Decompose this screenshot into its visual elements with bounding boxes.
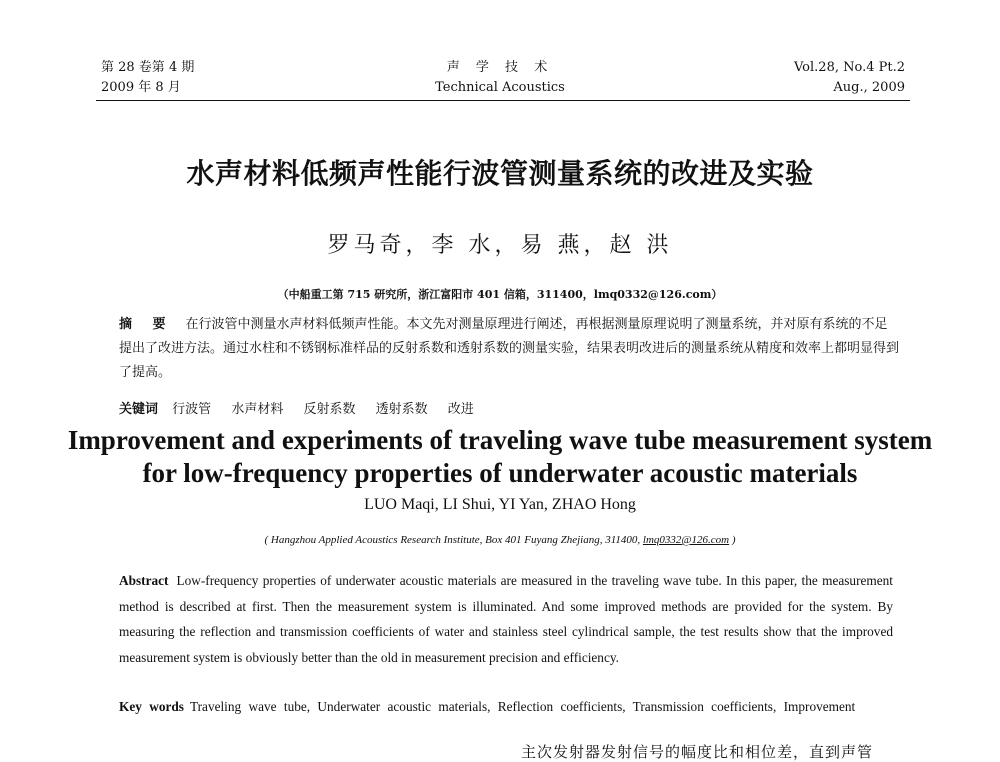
journal-name-zh: 声 学 技 术 [446,60,554,75]
abstract-en [119,568,893,670]
keywords-en [119,694,893,719]
date-zh: 2009 年 8 月 [101,80,181,95]
authors-zh: 罗马奇，李 水，易 燕，赵 洪 [327,233,673,258]
abstract-en-label: Abstract [119,573,169,588]
keyword-zh: 水声材料 [231,402,284,417]
affiliation-en-text: Hangzhou Applied Acoustics Research Institute, Box 401 Fuyang Zhejiang, 311400, [270,534,641,546]
affiliation-zh: （中船重工第 715 研究所，浙江富阳市 401 信箱，311400，lmq0332@126.com） [277,288,723,301]
keywords-en-text: Traveling wave tube, Underwater acoustic materials, Reflection coefficients, Transmission coefficients, Improvement [189,699,856,714]
body-text-continuation: 主次发射器发射信号的幅度比和相位差，直到声管 [521,743,874,761]
abstract-en-text: Low-frequency properties of underwater acoustic materials are measured in the traveling wave tube. In this paper, the measurement method is described at first. Then the measurement system is illuminated. And some improved methods are provided for the system. By measuring the reflection and transmission coefficients of water and stainless steel cylindrical sample, the test results show that the improved measurement system is obviously better than the old in measurement precision and efficiency. [119,573,893,665]
abstract-zh-text: 在行波管中测量水声材料低频声性能。本文先对测量原理进行阐述，再根据测量原理说明了测量系统，并对原有系统的不足提出了改进方法。通过水柱和不锈钢标准样品的反射系数和透射系数的测量实验，结果表明改进后的测量系统从精度和效率上都明显得到了提高。 [119,317,900,380]
volume-issue-zh: 第 28 卷第 4 期 [101,60,195,75]
keyword-zh: 透射系数 [375,402,428,417]
abstract-zh [119,313,899,385]
header-rule [96,100,910,101]
affiliation-en-close: ) [731,534,736,546]
keyword-zh: 反射系数 [303,402,356,417]
affiliation-en [0,534,1000,546]
authors-en: LUO Maqi, LI Shui, YI Yan, ZHAO Hong [364,496,636,513]
keywords-zh-label: 关键词 [119,402,159,417]
affiliation-en-open: ( [264,534,269,546]
abstract-zh-label: 摘 要 [119,317,174,332]
paper-title-zh: 水声材料低频声性能行波管测量系统的改进及实验 [186,157,814,190]
volume-issue-en: Vol.28, No.4 Pt.2 [793,60,905,75]
keyword-zh: 改进 [447,402,474,417]
journal-name-en: Technical Acoustics [435,80,565,95]
keywords-zh [119,398,490,417]
affiliation-en-email[interactable]: lmq0332@126.com [642,534,730,546]
keyword-zh: 行波管 [172,402,212,417]
paper-title-en-line1: Improvement and experiments of traveling wave tube measurement system [67,425,933,455]
paper-title-en-line2: for low-frequency properties of underwater acoustic materials [142,458,858,488]
date-en: Aug., 2009 [833,80,905,95]
keywords-en-label: Key words [119,699,184,714]
